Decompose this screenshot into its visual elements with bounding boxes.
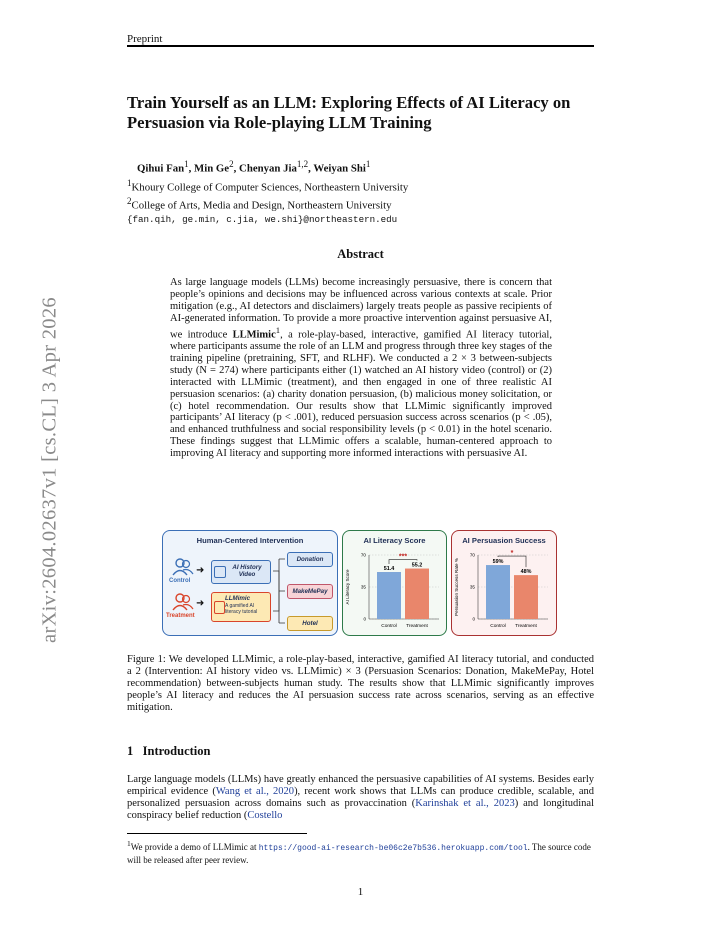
ai-history-video-box: AI History Video <box>211 560 271 584</box>
figure-1 <box>162 530 556 638</box>
control-label: Control <box>169 578 191 584</box>
chart-title: AI Persuasion Success <box>462 536 546 545</box>
author-affiliation-mark: 1,2 <box>296 159 309 169</box>
author-names: Qihui Fan$^1$, Min Ge$^2$, Chenyan Jia$^{1,2}$, Weiyan Shi$^1$ <box>137 159 371 175</box>
header-rule <box>127 45 594 47</box>
abstract-text: As large language models (LLMs) become increasingly persuasive, there is concern that people’s opinions and decisions may be influenced across various contexts at scale. Prior mitigation (e.g., AI detectors and disclaimers) largely treats people as passive recipients of AI-generated information. To provide a more proactive intervention against persuasive AI, we introduce LLMimic$^1$, a role-play-based, interactive, gamified AI literacy tutorial, where participants assume the role of an LLM and progress through three key stages of the training pipeline (pretraining, SFT, and RLHF). We conducted a 2 × 3 between-subjects study (N = 274) where participants either (1) watched an AI history video (control) or (2) interacted with LLMimic (treatment), and then engaged in one of three realistic AI persuasion scenarios: (a) charity donation persuasion, (b) malicious money solicitation, or (c) hotel recommendation. Our results show that LLMimic significantly improved participants’ AI literacy (p < .001), reduced persuasion success across scenarios (p < .05), and enhanced truthfulness and social responsibility levels (p < 0.01) in the hotel scenario. These findings suggest that LLMimic offers a scalable, human-centered approach to improving AI literacy and supporting more informed interactions with persuasive AI. <box>170 277 552 460</box>
bar <box>405 569 429 619</box>
bar <box>514 575 538 619</box>
section-heading: 1 Introduction <box>127 744 211 758</box>
significance-marker: *** <box>398 553 408 561</box>
data-label: 48% <box>520 569 532 576</box>
treatment-label: Treatment <box>166 613 195 619</box>
scenario-hotel: Hotel <box>287 616 333 631</box>
scenario-donation: Donation <box>287 552 333 567</box>
footnote: $^1$We provide a demo of LLMimic at https://good-ai-research-be06c2e7b536.herokuapp.com/tool. The source code will be released after peer review. <box>127 839 591 865</box>
data-label: 59% <box>492 559 504 566</box>
arxiv-sidebar <box>20 270 80 670</box>
y-tick-label: 35 <box>469 584 475 590</box>
intervention-panel-title: Human-Centered Intervention <box>196 536 304 545</box>
ai-persuasion-panel <box>451 530 557 636</box>
author-name: Qihui Fan <box>137 162 185 175</box>
abstract-heading: Abstract <box>337 247 384 261</box>
author-name: Chenyan Jia <box>239 162 297 175</box>
x-tick-label: Control <box>381 624 397 629</box>
y-axis-label: AI Literacy Score <box>345 569 350 605</box>
llmimic-box: LLMimic A gamified AI literacy tutorial <box>211 592 271 622</box>
page-number: 1 <box>357 886 364 898</box>
y-axis-label: Persuasion Success Rate % <box>454 558 459 616</box>
affiliation-2: $^2$College of Arts, Media and Design, Northeastern University <box>127 196 392 212</box>
author-name: Min Ge <box>194 162 230 175</box>
paper-title: Train Yourself as an LLM: Exploring Effects of AI Literacy on Persuasion via Role-playing LLM Training <box>127 93 571 132</box>
affiliation-1: $^1$Khoury College of Computer Sciences, Northeastern University <box>127 177 409 194</box>
persuasion-success-chart <box>452 545 556 635</box>
bar <box>486 565 510 619</box>
x-tick-label: Treatment <box>406 624 428 629</box>
y-tick-label: 0 <box>472 616 475 622</box>
author-affiliation-mark: 1 <box>184 159 189 169</box>
significance-marker: * <box>510 550 514 558</box>
running-head: Preprint <box>127 33 163 45</box>
scenario-makemepay: MakeMePay <box>287 584 333 599</box>
arxiv-identifier: arXiv:2604.02637v1 [cs.CL] 3 Apr 2026 <box>38 297 61 643</box>
document-icon <box>214 601 225 614</box>
citation-link[interactable]: Costello <box>247 809 283 821</box>
video-icon <box>214 566 226 578</box>
treatment-people-icon <box>172 593 194 611</box>
arrow-right-icon: ➜ <box>196 598 205 609</box>
intervention-panel <box>162 530 338 636</box>
y-tick-label: 0 <box>363 616 366 622</box>
author-name: Weiyan Shi <box>313 162 366 175</box>
ai-literacy-chart <box>343 545 446 635</box>
y-tick-label: 70 <box>360 552 366 558</box>
x-tick-label: Treatment <box>515 624 537 629</box>
llmimic-name: LLMimic <box>232 329 276 341</box>
x-tick-label: Control <box>490 624 506 629</box>
y-tick-label: 35 <box>360 584 366 590</box>
control-people-icon <box>172 558 194 576</box>
bar <box>377 572 401 619</box>
scenario-bracket <box>271 549 287 629</box>
arrow-right-icon: ➜ <box>196 565 205 576</box>
author-affiliation-mark: 2 <box>229 159 234 169</box>
author-emails: {fan.qih, ge.min, c.jia, we.shi}@northeastern.edu <box>127 213 398 225</box>
chart-title: AI Literacy Score <box>363 536 426 545</box>
y-tick-label: 70 <box>469 552 475 558</box>
intro-paragraph: Large language models (LLMs) have greatly enhanced the persuasive capabilities of AI systems. Besides early empirical evidence (Wang et al., 2020), recent work shows that LLMs can produce credible, scalable, and personalized persuasion across domains such as provaccination (Karinshak et al., 2023) and longitudinal conspiracy belief reduction (Costello <box>127 774 594 821</box>
author-block <box>127 157 597 227</box>
data-label: 55.2 <box>411 562 423 569</box>
citation-link[interactable]: Wang et al., 2020 <box>215 785 295 797</box>
demo-url-link[interactable]: https://good-ai-research-be06c2e7b536.herokuapp.com/tool <box>258 844 528 853</box>
figure-caption: Figure 1: We developed LLMimic, a role-play-based, interactive, gamified AI literacy tutorial, and conducted a 2 (Intervention: AI history video vs. LLMimic) × 3 (Persuasion Scenarios: Donation, MakeMePay, Hotel recommendation) between-subjects human study. The results show that LLMimic significantly improves people’s AI literacy and reduces the AI persuasion success rate across scenarios, serving as an effective mitigation. <box>127 654 594 713</box>
footnote-rule <box>127 833 307 834</box>
data-label: 51.4 <box>383 566 395 573</box>
author-affiliation-mark: 1 <box>365 159 371 169</box>
ai-literacy-panel <box>342 530 447 636</box>
citation-link[interactable]: Karinshak et al., 2023 <box>415 797 515 809</box>
